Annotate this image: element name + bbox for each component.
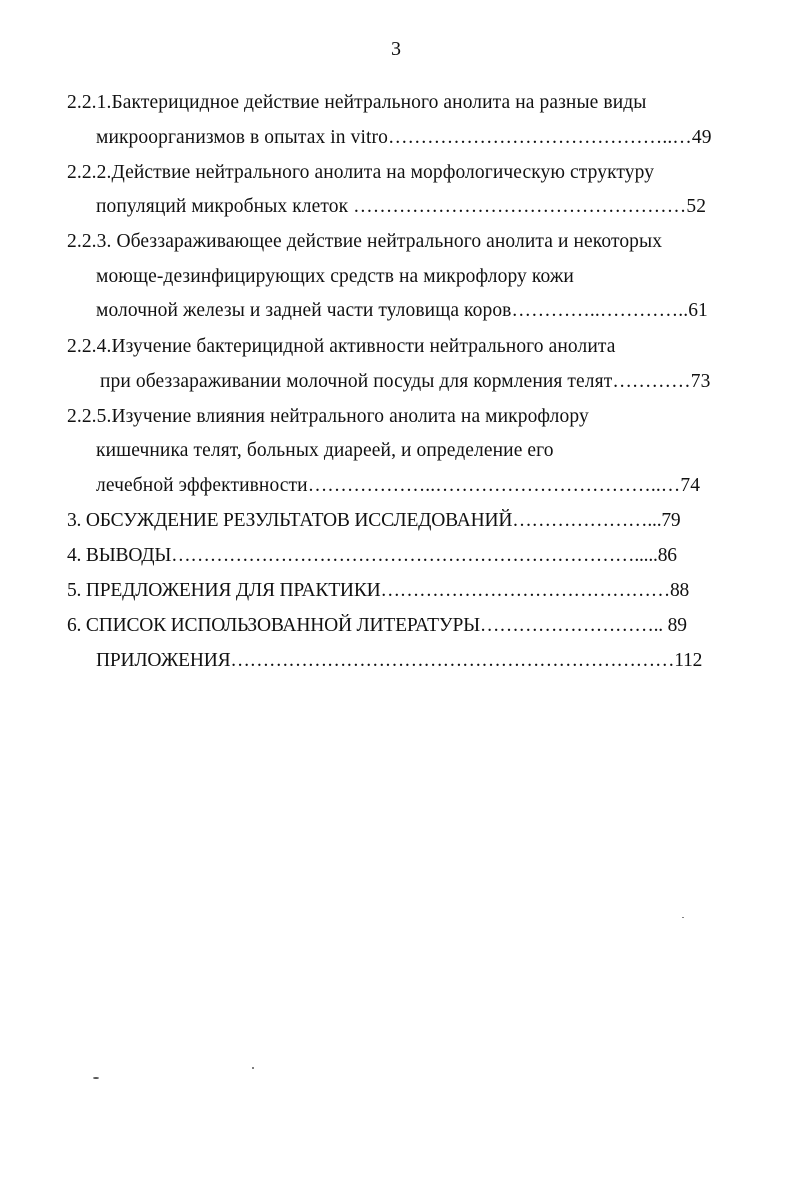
toc-entry-3: 3. ОБСУЖДЕНИЕ РЕЗУЛЬТАТОВ ИССЛЕДОВАНИЙ…………………...79 xyxy=(67,510,681,531)
toc-entry-2-2-5-line-1: 2.2.5.Изучение влияния нейтрального анолита на микрофлору xyxy=(67,406,589,427)
page-number: 3 xyxy=(391,38,401,60)
toc-entry-2-2-2-line-2: популяций микробных клеток ……………………………………………52 xyxy=(96,196,707,217)
scan-speck xyxy=(682,917,684,918)
scan-speck xyxy=(252,1067,254,1069)
toc-entry-appendices: ПРИЛОЖЕНИЯ……………………………………………………………112 xyxy=(96,650,703,671)
toc-entry-2-2-3-line-1: 2.2.3. Обеззараживающее действие нейтрального анолита и некоторых xyxy=(67,231,663,252)
toc-entry-2-2-3-line-3: молочной железы и задней части туловища коров…………..…………..61 xyxy=(96,300,708,321)
toc-entry-2-2-5-line-2: кишечника телят, больных диареей, и определение его xyxy=(96,440,554,461)
scan-speck xyxy=(93,1077,99,1079)
toc-entry-4: 4. ВЫВОДЫ……………………………………………………………….....86 xyxy=(67,545,677,566)
toc-entry-5: 5. ПРЕДЛОЖЕНИЯ ДЛЯ ПРАКТИКИ………………………………………88 xyxy=(67,580,690,601)
toc-entry-2-2-1-line-1: 2.2.1.Бактерицидное действие нейтрального анолита на разные виды xyxy=(67,92,647,113)
toc-entry-2-2-5-line-3: лечебной эффективности………………..……………………………..…74 xyxy=(96,475,701,496)
toc-entry-2-2-3-line-2: моюще-дезинфицирующих средств на микрофлору кожи xyxy=(96,266,574,287)
toc-entry-2-2-4-line-1: 2.2.4.Изучение бактерицидной активности нейтрального анолита xyxy=(67,336,616,357)
toc-entry-6: 6. СПИСОК ИСПОЛЬЗОВАННОЙ ЛИТЕРАТУРЫ……………………….. 89 xyxy=(67,615,687,636)
toc-entry-2-2-1-line-2: микроорганизмов в опытах in vitro……………………………………..…49 xyxy=(96,127,712,148)
toc-entry-2-2-4-line-2: при обеззараживании молочной посуды для кормления телят…………73 xyxy=(100,371,711,392)
toc-entry-2-2-2-line-1: 2.2.2.Действие нейтрального анолита на морфологическую структуру xyxy=(67,162,655,183)
